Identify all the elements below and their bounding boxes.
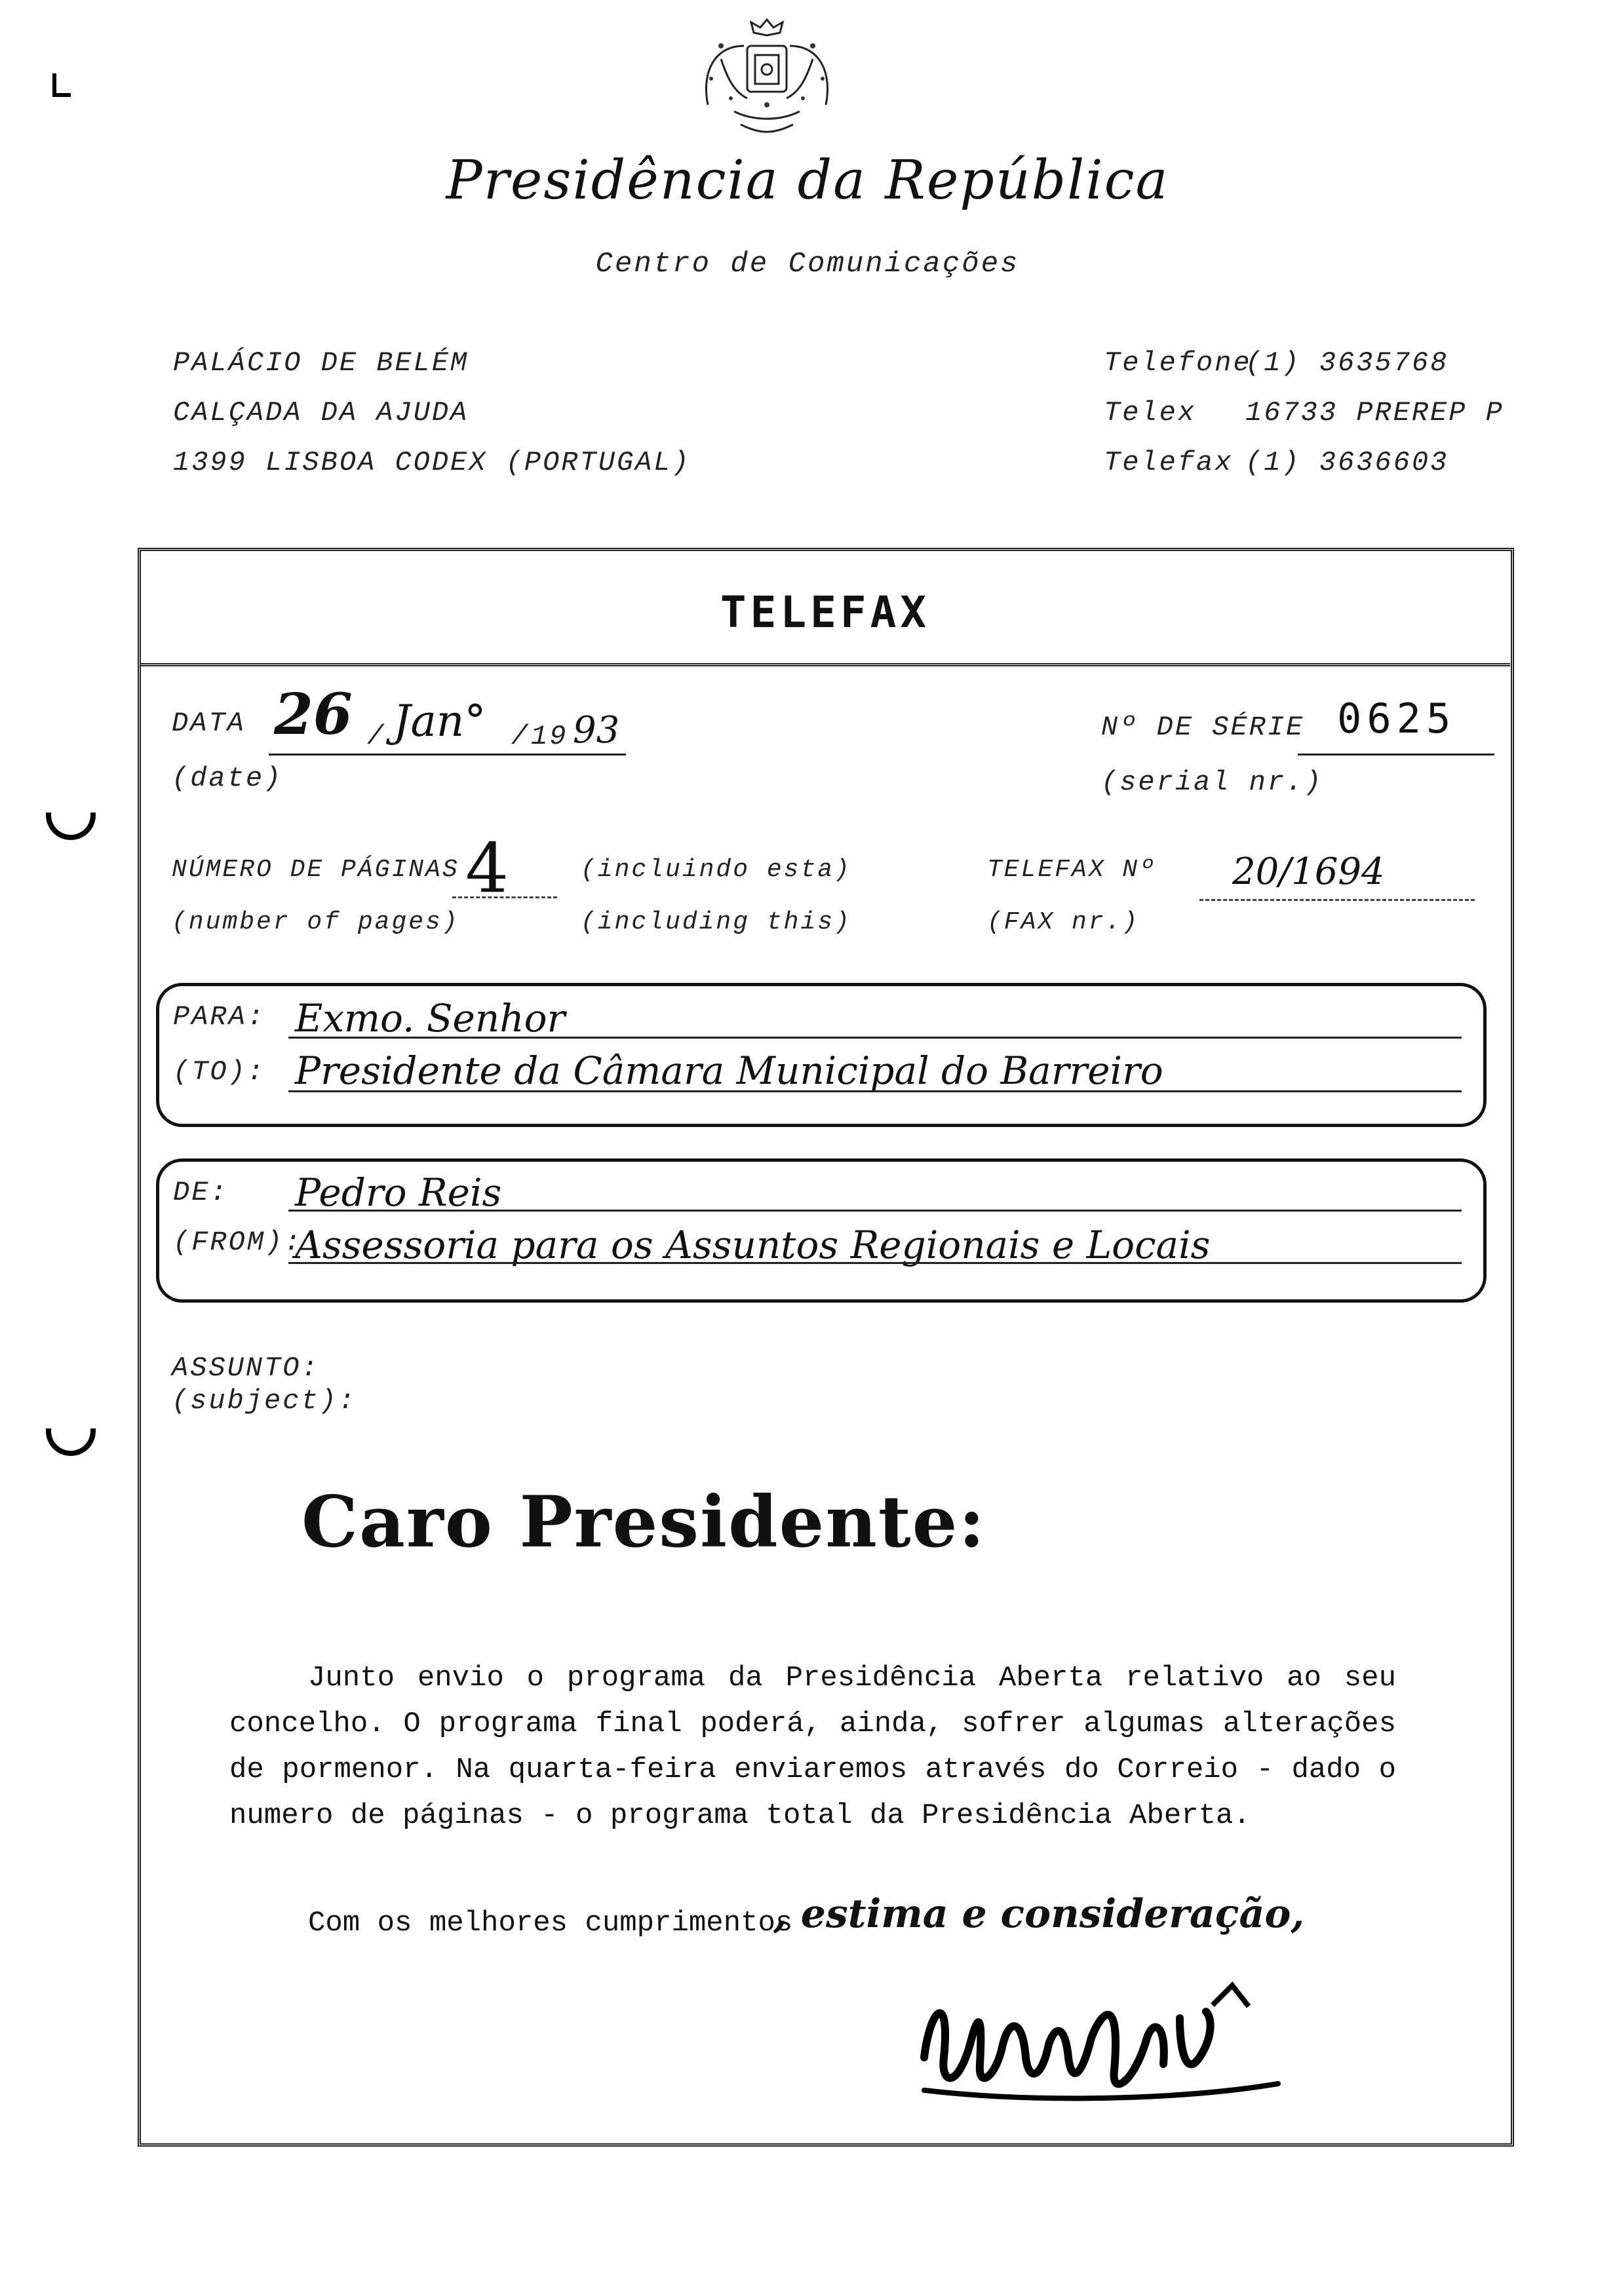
date-year-prefix: 19 [531, 721, 568, 752]
handwritten-signature [905, 1966, 1363, 2116]
subject-label-en: (subject): [172, 1385, 357, 1417]
recipient-underline-1 [288, 1037, 1462, 1039]
date-label-en: (date) [172, 763, 283, 794]
from-label-en: (FROM): [173, 1227, 303, 1258]
date-year-suffix: 93 [573, 709, 620, 752]
sender-underline-1 [288, 1210, 1462, 1212]
fax-number-label: TELEFAX Nº [987, 856, 1157, 884]
serial-label: Nº DE SÉRIE [1101, 712, 1305, 743]
date-day: 26 [274, 681, 353, 748]
contact-phone-label: Telefone [1104, 347, 1252, 379]
address-line-2: CALÇADA DA AJUDA [173, 397, 469, 429]
recipient-line-1: Exmo. Senhor [295, 996, 566, 1041]
date-separator-2: / [511, 721, 530, 752]
message-body: Junto envio o programa da Presidência Aberta relativo ao seu concelho. O programa final poderá, ainda, sofrer algumas alterações de pormenor. Na quarta-feira enviaremos através do Correio - dado o numero de páginas - o programa total da Presidência Aberta. [229, 1662, 1396, 1832]
contact-telex-label: Telex [1104, 397, 1197, 429]
pages-note: (incluindo esta) [581, 856, 851, 884]
recipient-underline-2 [288, 1090, 1462, 1092]
date-label: DATA [172, 708, 246, 739]
pages-underline [452, 896, 557, 898]
punch-hole-bottom [46, 1428, 96, 1456]
date-separator-1: / [367, 721, 386, 752]
serial-label-en: (serial nr.) [1101, 767, 1323, 798]
scan-mark [52, 73, 71, 97]
coat-of-arms-emblem [682, 7, 852, 144]
pages-label-en: (number of pages) [172, 908, 459, 936]
sender-line-1: Pedro Reis [295, 1170, 502, 1215]
fax-number-underline [1199, 899, 1475, 901]
title-divider [140, 663, 1510, 666]
date-month: Jan° [393, 696, 486, 746]
to-label-en: (TO): [173, 1056, 266, 1088]
serial-value: 0625 [1337, 695, 1456, 742]
sender-line-2: Assessoria para os Assuntos Regionais e Locais [295, 1223, 1211, 1267]
subject-label: ASSUNTO: [172, 1352, 320, 1384]
form-title: TELEFAX [720, 587, 931, 638]
contact-phone-value: (1) 3635768 [1245, 347, 1449, 379]
to-label: PARA: [173, 1001, 266, 1033]
address-line-3: 1399 LISBOA CODEX (PORTUGAL) [173, 447, 691, 478]
fax-number-label-en: (FAX nr.) [987, 908, 1140, 936]
contact-telex-value: 16733 PREREP P [1245, 397, 1504, 429]
from-label: DE: [173, 1177, 229, 1208]
pages-value: 4 [465, 828, 509, 908]
sender-underline-2 [288, 1262, 1462, 1264]
contact-fax-value: (1) 3636603 [1245, 447, 1449, 478]
recipient-line-2: Presidente da Câmara Municipal do Barreiro [295, 1048, 1163, 1093]
punch-hole-top [46, 813, 96, 840]
address-line-1: PALÁCIO DE BELÉM [173, 347, 469, 379]
serial-underline [1298, 754, 1494, 756]
salutation: Caro Presidente: [302, 1481, 986, 1563]
pages-label: NÚMERO DE PÁGINAS [172, 856, 459, 884]
institution-name: Presidência da República [446, 149, 1169, 212]
fax-number-value: 20/1694 [1232, 851, 1385, 893]
pages-note-en: (including this) [581, 908, 851, 936]
contact-fax-label: Telefax [1104, 447, 1234, 478]
date-underline [269, 754, 626, 756]
closing-handwritten: , estima e consideração, [773, 1891, 1305, 1937]
closing: Com os melhores cumprimentos [308, 1907, 793, 1940]
department-name: Centro de Comunicações [595, 248, 1020, 280]
